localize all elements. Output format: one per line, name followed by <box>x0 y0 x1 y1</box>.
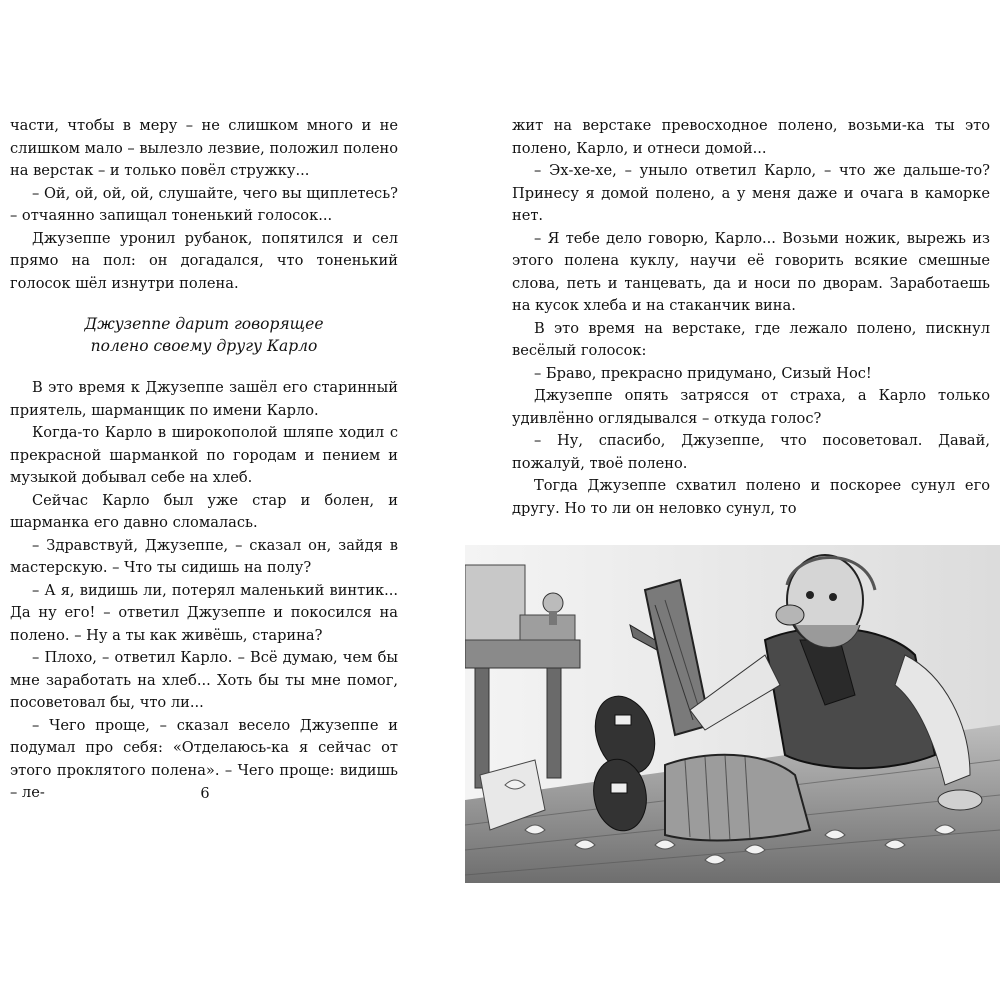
eye <box>806 591 814 599</box>
paragraph: Джузеппе опять затрясся от страха, а Карло только удивлённо оглядывался – откуда голос? <box>512 387 990 427</box>
paragraph: части, чтобы в меру – не слишком много и не слишком мало – вылезло лезвие, положил полено на верстак – и только повёл стружку... <box>10 117 399 179</box>
paragraph: В это время к Джузеппе зашёл его старинный приятель, шарманщик по имени Карло. <box>10 379 398 419</box>
paragraph: – А я, видишь ли, потерял маленький винтик... Да ну его! – ответил Джузеппе и покосился на полено. – Ну а ты как живёшь, старина? <box>10 581 398 644</box>
paragraph: – Плохо, – ответил Карло. – Всё думаю, чем бы мне заработать на хлеб... Хоть бы ты мне помог, посоветовал бы, что ли... <box>10 649 398 711</box>
page-number: 6 <box>200 786 210 802</box>
paragraph: – Браво, прекрасно придумано, Сизый Нос! <box>534 364 872 382</box>
paragraph: – Эх-хе-хе, – уныло ответил Карло, – что же дальше-то? Принесу я домой полено, а у меня даже и очага в каморке нет. <box>512 162 990 224</box>
illustration-carlo-with-log <box>465 545 1000 883</box>
box-on-bench <box>465 565 525 640</box>
paragraph: – Чего проще, – сказал весело Джузеппе и подумал про себя: «Отделаюсь-ка я сейчас от этого проклятого полена». – Чего проще: видишь – ле- <box>10 716 398 801</box>
paragraph: – Ну, спасибо, Джузеппе, что посоветовал. Давай, пожалуй, твоё полено. <box>512 432 990 472</box>
paragraph: – Ой, ой, ой, ой, слушайте, чего вы щиплетесь? – отчаянно запищал тоненький голосок... <box>10 184 398 224</box>
chapter-heading <box>10 313 398 357</box>
big-nose <box>776 605 804 625</box>
paragraph: Джузеппе уронил рубанок, попятился и сел прямо на пол: он догадался, что тоненький голосок шёл изнутри полена. <box>10 229 398 292</box>
paragraph: жит на верстаке превосходное полено, возьми-ка ты это полено, Карло, и отнеси домой... <box>512 117 990 157</box>
shoe-buckle <box>611 783 627 793</box>
left-text-column <box>10 115 398 805</box>
right-text-column <box>512 115 990 520</box>
chapter-heading-line: полено своему другу Карло <box>90 337 318 355</box>
chapter-heading-line: Джузеппе дарит говорящее <box>84 315 324 333</box>
eye <box>829 593 837 601</box>
paragraph: Когда-то Карло в широкополой шляпе ходил с прекрасной шарманкой по городам и пением и музыкой добывал себе на хлеб. <box>10 424 398 486</box>
paragraph: В это время на верстаке, где лежало полено, пискнул весёлый голосок: <box>512 319 990 359</box>
paragraph: – Здравствуй, Джузеппе, – сказал он, зайдя в мастерскую. – Что ты сидишь на полу? <box>10 536 398 576</box>
paragraph: Тогда Джузеппе схватил полено и поскорее сунул его другу. Но то ли он неловко сунул, то <box>512 477 990 517</box>
knob <box>543 593 563 613</box>
paragraph: – Я тебе дело говорю, Карло... Возьми ножик, вырежь из этого полена куклу, научи её говорить всякие смешные слова, петь и танцевать, да и носи по дворам. Заработаешь на кусок хлеба и на стаканчик вина. <box>512 229 990 314</box>
shoe-buckle <box>615 715 631 725</box>
paragraph: Сейчас Карло был уже стар и болен, и шарманка его давно сломалась. <box>10 491 398 531</box>
